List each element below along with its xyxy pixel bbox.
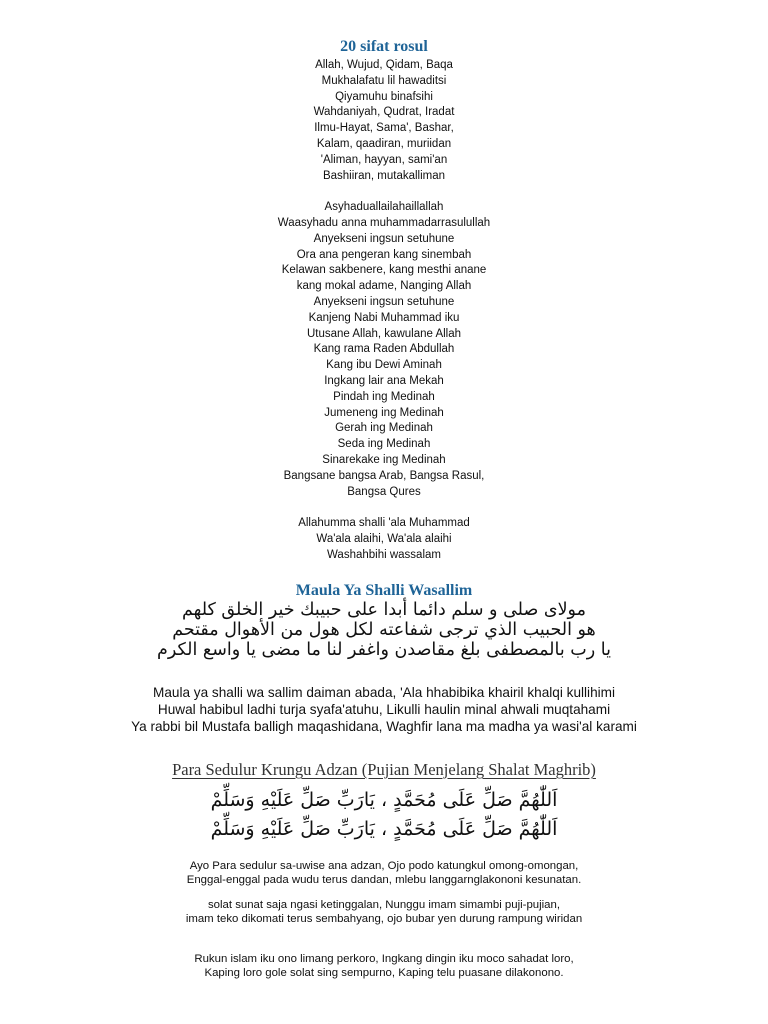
arabic-line: مولای صلی و سلم دائما أبدا على حبيبك خير الخلق كلهم (182, 600, 586, 620)
verse-line: Anyekseni ingsun setuhune (313, 295, 455, 308)
verse-line: Ingkang lair ana Mekah (324, 374, 444, 387)
paragraph-line: Kaping loro gole solat sing sempurno, Kaping telu puasane dilakonono. (204, 967, 564, 979)
section2-latin (0, 684, 768, 735)
verse-line: Washahbihi wassalam (327, 548, 441, 561)
paragraph-line: Rukun islam iku ono limang perkoro, Ingkang dingin iku moco sahadat loro, (194, 953, 574, 965)
verse-line: Kalam, qaadiran, muriidan (316, 137, 452, 150)
verse-line: Anyekseni ingsun setuhune (313, 232, 455, 245)
latin-line: Ya rabbi bil Mustafa balligh maqashidana, Waghfir lana ma madha ya wasi'al karami (131, 719, 637, 734)
verse-line: Jumeneng ing Medinah (324, 406, 444, 419)
verse-line: Utusane Allah, kawulane Allah (306, 327, 462, 340)
verse-line: Kelawan sakbenere, kang mesthi anane (281, 264, 487, 277)
arabic-line: اَللّٰهُمَّ صَلِّ عَلَى مُحَمَّدٍ ، يَارَبِّ صَلِّ عَلَيْهِ وَسَلِّمْ (210, 789, 558, 811)
verse-line: Wahdaniyah, Qudrat, Iradat (313, 106, 455, 119)
section3-title: Para Sedulur Krungu Adzan (Pujian Menjelang Shalat Maghrib) (172, 760, 596, 779)
verse-line: 'Aliman, hayyan, sami'an (320, 153, 448, 166)
verse-line: Waasyhadu anna muhammadarrasulullah (277, 216, 491, 229)
verse-line: Bangsa Qures (347, 485, 421, 498)
verse-line: Asyhaduallailahaillallah (324, 201, 444, 214)
verse-line: Pindah ing Medinah (333, 390, 435, 403)
verse-line: Ilmu-Hayat, Sama', Bashar, (314, 122, 454, 135)
section3-paragraph-1 (0, 859, 768, 887)
verse-line: Seda ing Medinah (337, 438, 431, 451)
paragraph-line: imam teko dikomati terus sembahyang, ojo bubar yen durung rampung wiridan (185, 913, 583, 925)
verse-line: Wa'ala alaihi, Wa'ala alaihi (316, 532, 452, 545)
latin-line: Huwal habibul ladhi turja syafa'atuhu, Likulli haulin minal ahwali muqtahami (157, 702, 611, 717)
paragraph-line: Ayo Para sedulur sa-uwise ana adzan, Ojo podo katungkul omong-omongan, (189, 860, 579, 872)
latin-line: Maula ya shalli wa sallim daiman abada, 'Ala hhabibika khairil khalqi kullihimi (153, 685, 615, 700)
arabic-line: يا رب بالمصطفى بلغ مقاصدن واغفر لنا ما مضى يا واسع الكرم (157, 640, 611, 660)
verse-line: Bangsane bangsa Arab, Bangsa Rasul, (283, 469, 485, 482)
verse-line: Kang rama Raden Abdullah (313, 343, 455, 356)
verse-line: kang mokal adame, Nanging Allah (296, 280, 472, 293)
verse-line: Bashiiran, mutakalliman (322, 169, 446, 182)
verse-line: Kanjeng Nabi Muhammad iku (308, 311, 460, 324)
verse-line: Ora ana pengeran kang sinembah (296, 248, 472, 261)
section3-arabic (0, 786, 768, 844)
section3-paragraph-2 (0, 898, 768, 926)
verse-line: Gerah ing Medinah (335, 422, 433, 435)
paragraph-line: solat sunat saja ngasi ketinggalan, Nunggu imam simambi puji-pujian, (207, 899, 561, 911)
section1-title: 20 sifat rosul (340, 38, 428, 55)
verse-line: Allahumma shalli 'ala Muhammad (298, 517, 470, 530)
paragraph-line: Enggal-enggal pada wudu terus dandan, mlebu langgarnglakononi kesunatan. (186, 874, 582, 886)
arabic-line: اَللّٰهُمَّ صَلِّ عَلَى مُحَمَّدٍ ، يَارَبِّ صَلِّ عَلَيْهِ وَسَلِّمْ (210, 818, 558, 840)
verse-line: Allah, Wujud, Qidam, Baqa (315, 59, 453, 71)
section2-title: Maula Ya Shalli Wasallim (295, 582, 473, 599)
section2-arabic (0, 600, 768, 660)
verse-line: Mukhalafatu lil hawaditsi (321, 74, 447, 87)
section1-verses (0, 58, 768, 564)
verse-line: Sinarekake ing Medinah (322, 453, 446, 466)
verse-line: Qiyamuhu binafsihi (335, 90, 433, 103)
section3-paragraph-3 (0, 952, 768, 980)
verse-line: Kang ibu Dewi Aminah (326, 359, 442, 372)
arabic-line: هو الحبيب الذي ترجى شفاعته لكل هول من الأهوال مقتحم (172, 620, 596, 640)
